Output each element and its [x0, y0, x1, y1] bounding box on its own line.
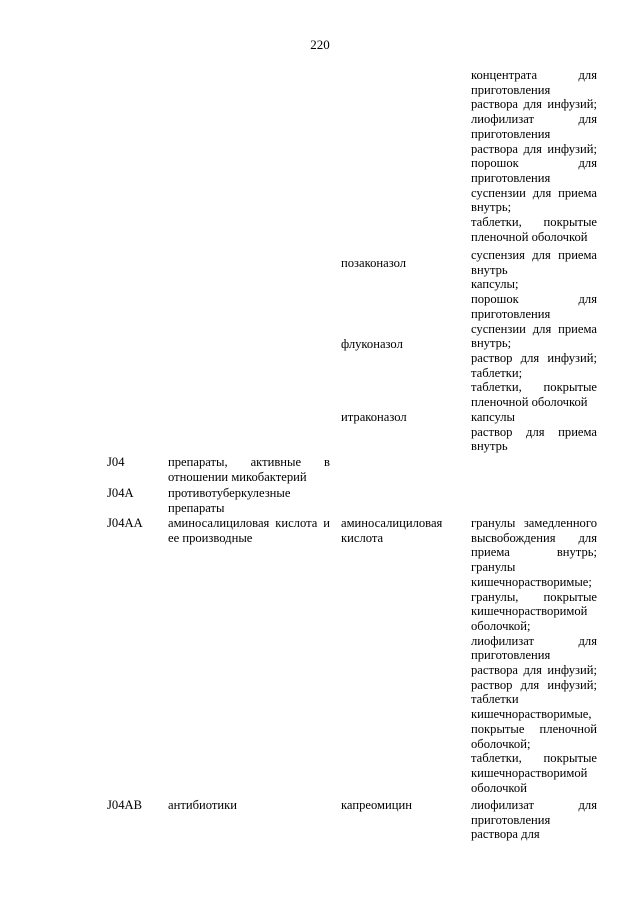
- dosage-form-cell-line: оболочкой: [471, 780, 527, 795]
- atc-group-cell-line: аминосалициловая кислота и: [168, 516, 330, 530]
- atc-group-cell-line: отношении микобактерий: [168, 469, 307, 484]
- dosage-form-cell-line: концентрата для: [471, 68, 597, 82]
- dosage-form-cell-line: суспензия для приема: [471, 248, 597, 262]
- drug-name-cell: [341, 410, 463, 425]
- dosage-form-cell-line: пленочной оболочкой: [471, 395, 588, 410]
- dosage-form-cell-line: порошок для: [471, 292, 597, 307]
- atc-group-cell: [168, 455, 330, 484]
- atc-group-cell-line: препараты: [168, 500, 225, 515]
- dosage-form-cell-line: лиофилизат для: [471, 112, 597, 127]
- drug-name-cell: [341, 337, 463, 352]
- dosage-form-cell-line: гранулы замедленного: [471, 516, 597, 530]
- dosage-form-cell-line: внутрь: [471, 439, 508, 454]
- drug-name-cell: [341, 256, 463, 271]
- dosage-form-cell-line: суспензии для приема: [471, 321, 597, 336]
- dosage-form-cell-line: капсулы;: [471, 277, 519, 292]
- dosage-form-cell-line: капсулы: [471, 410, 516, 424]
- atc-group-cell-line: ее производные: [168, 530, 253, 545]
- dosage-form-cell-line: кишечнорастворимые,: [471, 707, 592, 722]
- dosage-form-cell-line: гранулы: [471, 560, 516, 575]
- atc-group-cell: [168, 486, 330, 515]
- dosage-form-cell-line: приготовления: [471, 82, 551, 97]
- dosage-form-cell: [471, 410, 597, 454]
- dosage-form-cell: [471, 68, 597, 244]
- dosage-form-cell-line: раствора для инфузий;: [471, 141, 597, 156]
- atc-group-cell-line: антибиотики: [168, 798, 237, 812]
- atc-code-cell: J04: [107, 455, 125, 469]
- dosage-form-cell-line: высвобождения для: [471, 530, 597, 545]
- atc-group-cell: [168, 516, 330, 545]
- drug-name-cell: [341, 516, 463, 545]
- dosage-form-cell-line: гранулы, покрытые: [471, 589, 597, 604]
- atc-group-cell: [168, 798, 330, 813]
- drug-name-cell-line: кислота: [341, 530, 384, 545]
- dosage-form-cell-line: кишечнорастворимые;: [471, 574, 592, 589]
- dosage-form-cell-line: приготовления: [471, 170, 551, 185]
- dosage-form-cell-line: внутрь: [471, 262, 508, 277]
- dosage-form-cell-line: оболочкой;: [471, 618, 531, 633]
- dosage-form-cell-line: таблетки: [471, 692, 519, 707]
- drug-name-cell-line: флуконазол: [341, 337, 403, 351]
- dosage-form-cell-line: лиофилизат для: [471, 798, 597, 812]
- dosage-form-cell-line: раствора для: [471, 827, 540, 842]
- dosage-form-cell-line: оболочкой;: [471, 736, 531, 751]
- dosage-form-cell-line: кишечнорастворимой: [471, 604, 588, 619]
- dosage-form-cell: [471, 248, 597, 410]
- drug-name-cell: [341, 798, 463, 813]
- atc-code-cell: J04A: [107, 486, 134, 500]
- drug-name-cell-line: капреомицин: [341, 798, 412, 812]
- page-number: 220: [310, 37, 330, 52]
- dosage-form-cell-line: приготовления: [471, 812, 551, 827]
- drug-name-cell-line: аминосалициловая: [341, 516, 443, 530]
- dosage-form-cell-line: раствор для инфузий;: [471, 350, 597, 365]
- atc-code-cell: J04AB: [107, 798, 142, 812]
- dosage-form-cell-line: приготовления: [471, 126, 551, 141]
- atc-group-cell-line: препараты, активные в: [168, 455, 330, 469]
- dosage-form-cell-line: таблетки, покрытые: [471, 380, 597, 395]
- dosage-form-cell-line: порошок для: [471, 156, 597, 171]
- dosage-form-cell-line: пленочной оболочкой: [471, 229, 588, 244]
- dosage-form-cell-line: приема внутрь;: [471, 545, 597, 560]
- dosage-form-cell-line: кишечнорастворимой: [471, 765, 588, 780]
- dosage-form-cell-line: лиофилизат для: [471, 633, 597, 648]
- dosage-form-cell: [471, 516, 597, 795]
- dosage-form-cell-line: приготовления: [471, 306, 551, 321]
- dosage-form-cell-line: раствора для инфузий;: [471, 663, 597, 678]
- atc-group-cell-line: противотуберкулезные: [168, 486, 291, 500]
- dosage-form-cell-line: покрытые пленочной: [471, 721, 597, 736]
- dosage-form-cell-line: суспензии для приема: [471, 185, 597, 200]
- dosage-form-cell-line: таблетки, покрытые: [471, 215, 597, 230]
- dosage-form-cell-line: внутрь;: [471, 336, 512, 351]
- dosage-form-cell-line: таблетки, покрытые: [471, 751, 597, 766]
- dosage-form-cell-line: таблетки;: [471, 365, 523, 380]
- dosage-form-cell: [471, 798, 597, 842]
- dosage-form-cell-line: приготовления: [471, 648, 551, 663]
- dosage-form-cell-line: раствор для приема: [471, 424, 597, 439]
- drug-name-cell-line: позаконазол: [341, 256, 407, 270]
- dosage-form-cell-line: раствора для инфузий;: [471, 97, 597, 112]
- dosage-form-cell-line: внутрь;: [471, 200, 512, 215]
- dosage-form-cell-line: раствор для инфузий;: [471, 677, 597, 692]
- drug-name-cell-line: итраконазол: [341, 410, 407, 424]
- atc-code-cell: J04AA: [107, 516, 143, 530]
